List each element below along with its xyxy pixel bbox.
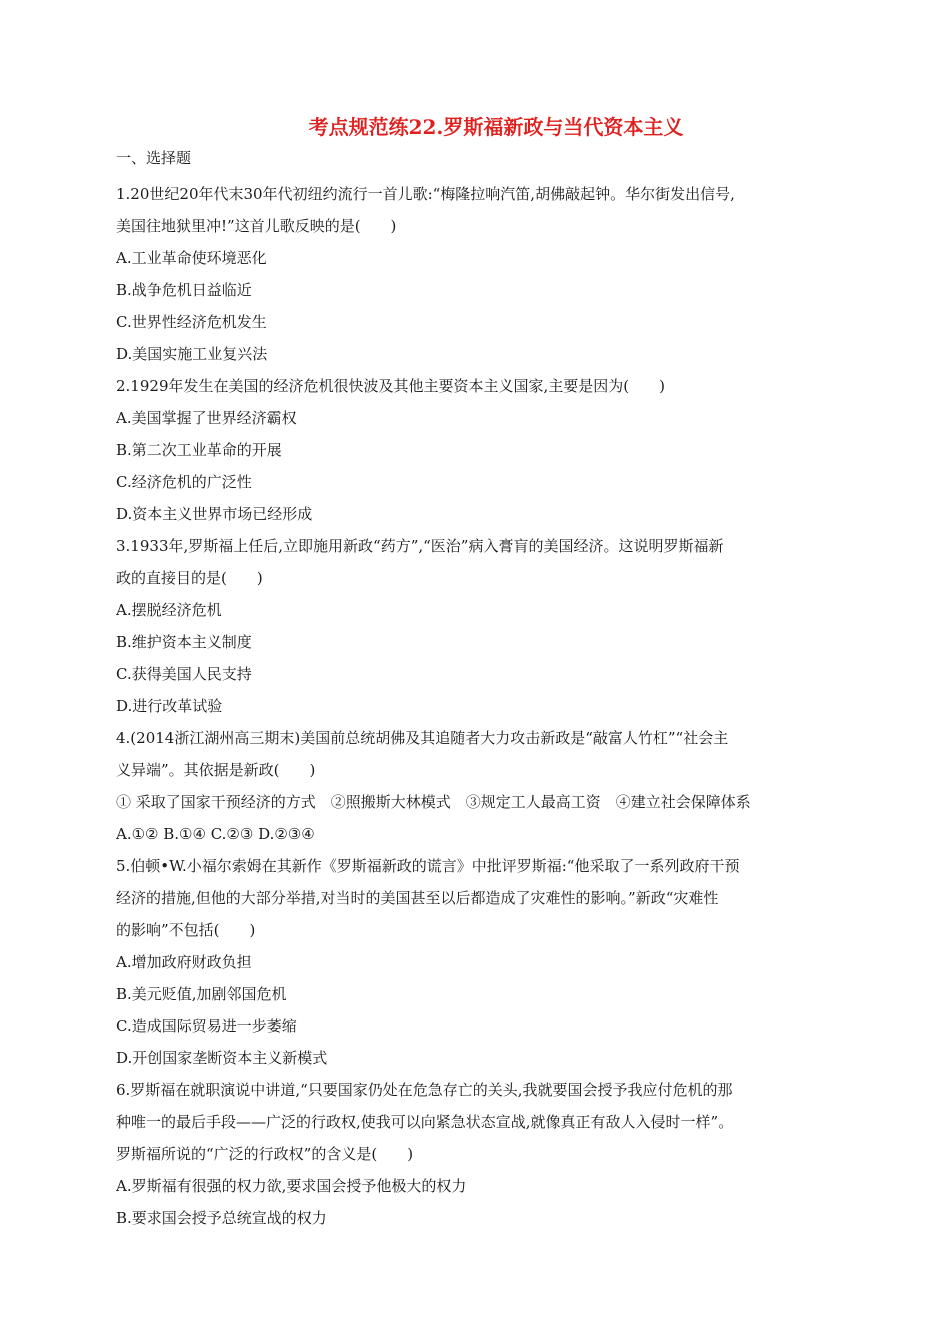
question-5: [116, 850, 836, 1074]
option-b: B.美元贬值,加剧邻国危机: [116, 985, 287, 1003]
question-2: [116, 370, 836, 530]
question-stem-line: 经济的措施,但他的大部分举措,对当时的美国甚至以后都造成了灾难性的影响。”新政“灾难性: [116, 889, 719, 907]
option-choices: A.①② B.①④ C.②③ D.②③④: [116, 825, 315, 843]
option-b: B.战争危机日益临近: [116, 281, 252, 299]
question-stem-line: 政的直接目的是( ): [116, 569, 263, 587]
question-stem-line: 1.20世纪20年代末30年代初纽约流行一首儿歌:“梅隆拉响汽笛,胡佛敲起钟。华尔街发出信号,: [116, 185, 735, 203]
document-title: 考点规范练22.罗斯福新政与当代资本主义: [308, 115, 684, 139]
option-c: C.获得美国人民支持: [116, 665, 252, 683]
question-stem-line: 4.(2014浙江湖州高三期末)美国前总统胡佛及其追随者大力攻击新政是“敲富人竹杠”“社会主: [116, 729, 729, 747]
option-a: A.美国掌握了世界经济霸权: [116, 409, 297, 427]
option-d: D.进行改革试验: [116, 697, 223, 715]
section-heading: 一、选择题: [116, 149, 192, 167]
option-b: B.维护资本主义制度: [116, 633, 252, 651]
option-c: C.世界性经济危机发生: [116, 313, 267, 331]
option-a: A.摆脱经济危机: [116, 601, 222, 619]
document-page: [116, 112, 836, 1234]
question-stem-line: 种唯一的最后手段——广泛的行政权,使我可以向紧急状态宣战,就像真正有敌人入侵时一样”。: [116, 1113, 734, 1131]
option-c: C.经济危机的广泛性: [116, 473, 252, 491]
question-stem-line: 义异端”。其依据是新政( ): [116, 761, 316, 779]
option-a: A.增加政府财政负担: [116, 953, 252, 971]
question-stem-line: 5.伯顿•W.小福尔索姆在其新作《罗斯福新政的谎言》中批评罗斯福:“他采取了一系列政府干预: [116, 857, 740, 875]
option-d: D.资本主义世界市场已经形成: [116, 505, 313, 523]
question-stem-line: 罗斯福所说的“广泛的行政权”的含义是( ): [116, 1145, 414, 1163]
option-b: B.要求国会授予总统宣战的权力: [116, 1209, 327, 1227]
question-1: [116, 178, 836, 370]
option-b: B.第二次工业革命的开展: [116, 441, 282, 459]
question-stem-line: 6.罗斯福在就职演说中讲道,“只要国家仍处在危急存亡的关头,我就要国会授予我应付危机的那: [116, 1081, 733, 1099]
option-d: D.美国实施工业复兴法: [116, 345, 268, 363]
question-stem-line: 2.1929年发生在美国的经济危机很快波及其他主要资本主义国家,主要是因为( ): [116, 377, 665, 395]
option-a: A.罗斯福有很强的权力欲,要求国会授予他极大的权力: [116, 1177, 467, 1195]
question-stem-line: 美国往地狱里冲!”这首儿歌反映的是( ): [116, 217, 397, 235]
option-a: A.工业革命使环境恶化: [116, 249, 267, 267]
question-statements: ① 采取了国家干预经济的方式 ②照搬斯大林模式 ③规定工人最高工资 ④建立社会保障体系: [116, 793, 751, 811]
question-stem-line: 3.1933年,罗斯福上任后,立即施用新政“药方”,“医治”病入膏肓的美国经济。这说明罗斯福新: [116, 537, 724, 555]
option-d: D.开创国家垄断资本主义新模式: [116, 1049, 328, 1067]
question-4: [116, 722, 836, 850]
option-c: C.造成国际贸易进一步萎缩: [116, 1017, 297, 1035]
question-3: [116, 530, 836, 722]
question-stem-line: 的影响”不包括( ): [116, 921, 256, 939]
question-6: [116, 1074, 836, 1234]
